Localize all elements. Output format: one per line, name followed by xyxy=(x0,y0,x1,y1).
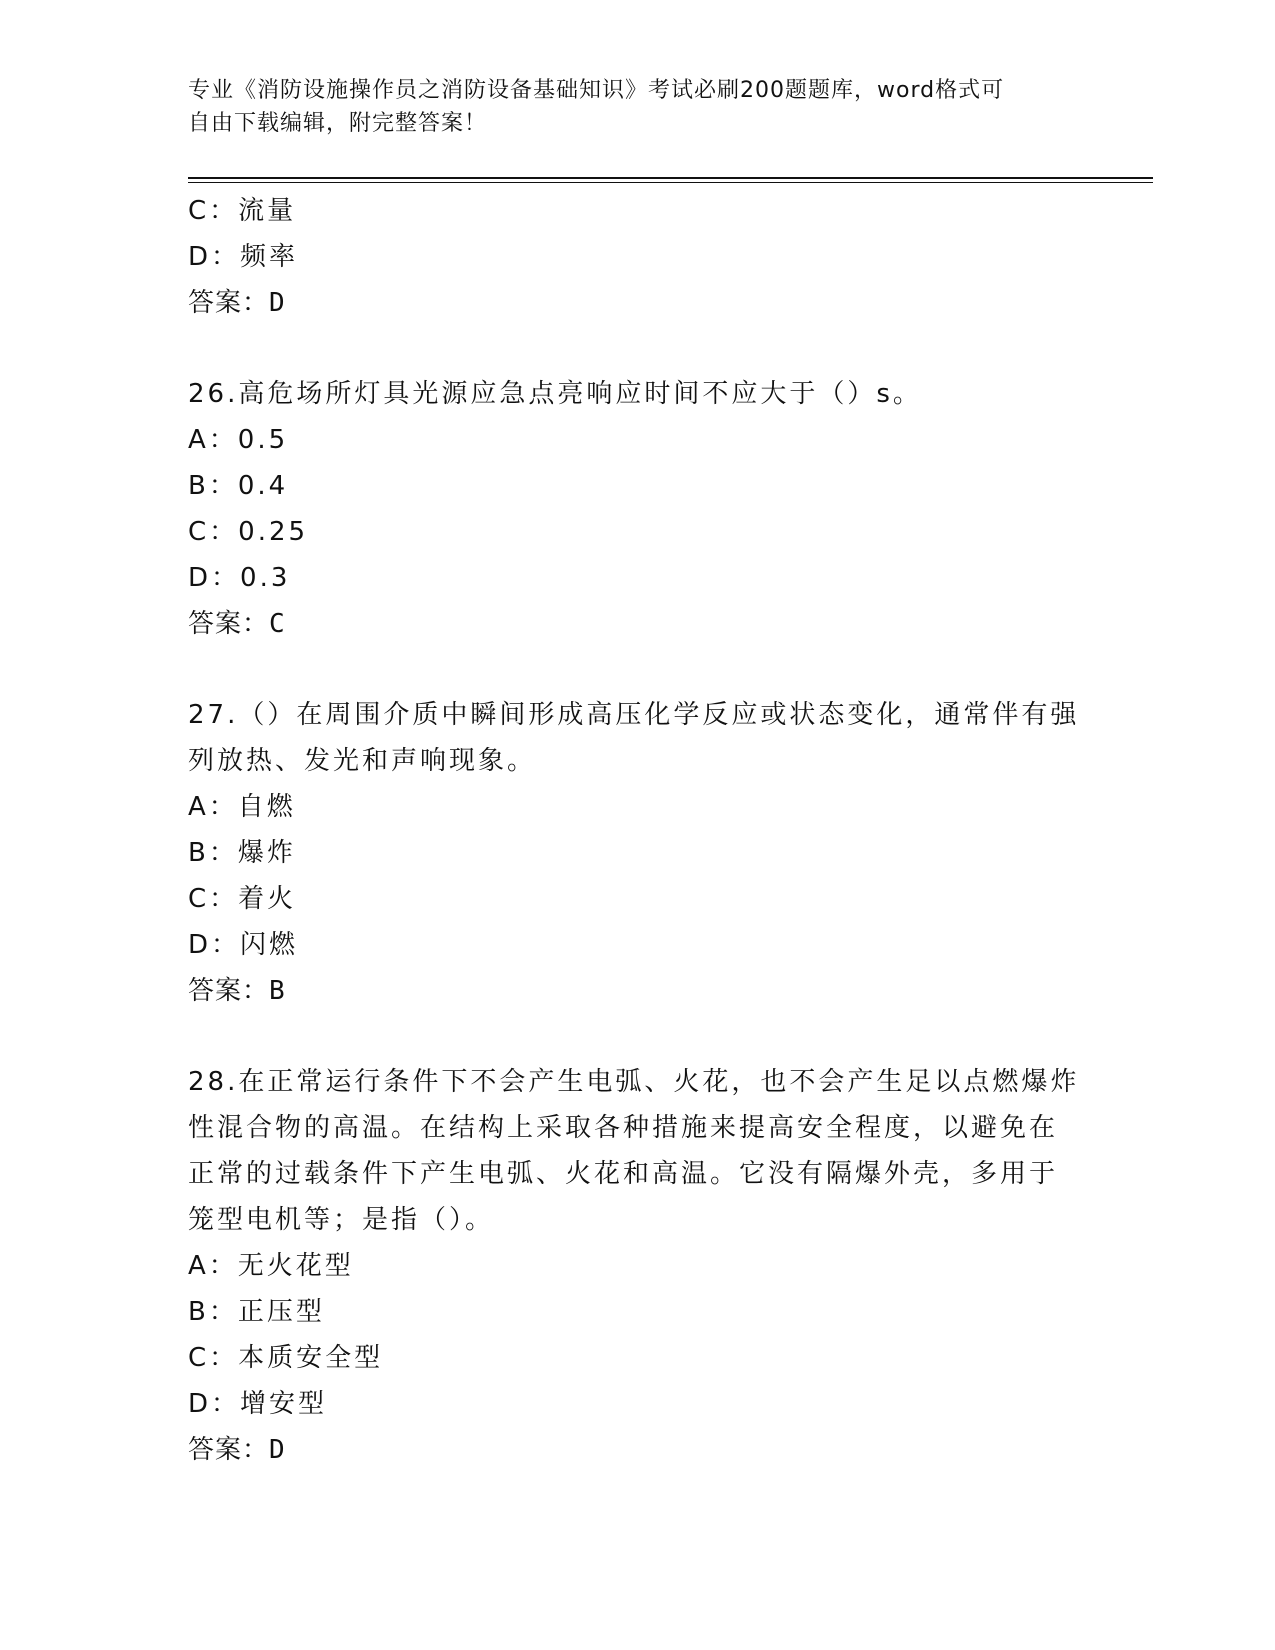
option-a: A：0.5 xyxy=(188,425,289,455)
answer-line: 答案：D xyxy=(188,288,286,318)
header-line-1: 专业《消防设施操作员之消防设备基础知识》考试必刷200题题库，word格式可 xyxy=(188,78,1005,103)
question-27 xyxy=(188,692,1080,1014)
question-26 xyxy=(188,371,1068,647)
document-header xyxy=(188,74,1068,140)
question-stem: 28.在正常运行条件下不会产生电弧、火花，也不会产生足以点燃爆炸 xyxy=(188,1067,1080,1097)
option-b: B：0.4 xyxy=(188,471,289,501)
option-d: D：频率 xyxy=(188,242,299,272)
question-25-tail xyxy=(188,188,1068,326)
question-stem: 27.（）在周围介质中瞬间形成高压化学反应或状态变化，通常伴有强 xyxy=(188,700,1080,730)
answer-line: 答案：C xyxy=(188,609,286,639)
option-c: C：着火 xyxy=(188,884,297,914)
question-28 xyxy=(188,1059,1080,1473)
option-c: C：流量 xyxy=(188,196,297,226)
header-divider-thin xyxy=(188,182,1153,183)
question-stem-continued: 列放热、发光和声响现象。 xyxy=(188,746,537,776)
option-b: B：正压型 xyxy=(188,1297,325,1327)
option-a: A：自燃 xyxy=(188,792,296,822)
answer-line: 答案：D xyxy=(188,1435,286,1465)
header-divider-thick xyxy=(188,177,1153,179)
question-stem-continued: 正常的过载条件下产生电弧、火花和高温。它没有隔爆外壳，多用于 xyxy=(188,1159,1059,1189)
option-a: A：无火花型 xyxy=(188,1251,354,1281)
header-line-2: 自由下载编辑，附完整答案！ xyxy=(188,111,488,136)
option-d: D：0.3 xyxy=(188,563,291,593)
question-stem-continued: 性混合物的高温。在结构上采取各种措施来提高安全程度，以避免在 xyxy=(188,1113,1059,1143)
option-d: D：增安型 xyxy=(188,1389,328,1419)
question-stem-continued: 笼型电机等；是指（）。 xyxy=(188,1205,495,1235)
option-c: C：本质安全型 xyxy=(188,1343,384,1373)
question-content xyxy=(188,188,1080,1473)
answer-line: 答案：B xyxy=(188,976,286,1006)
question-stem: 26.高危场所灯具光源应急点亮响应时间不应大于（）s。 xyxy=(188,379,922,409)
option-d: D：闪燃 xyxy=(188,930,299,960)
option-c: C：0.25 xyxy=(188,517,309,547)
option-b: B：爆炸 xyxy=(188,838,296,868)
